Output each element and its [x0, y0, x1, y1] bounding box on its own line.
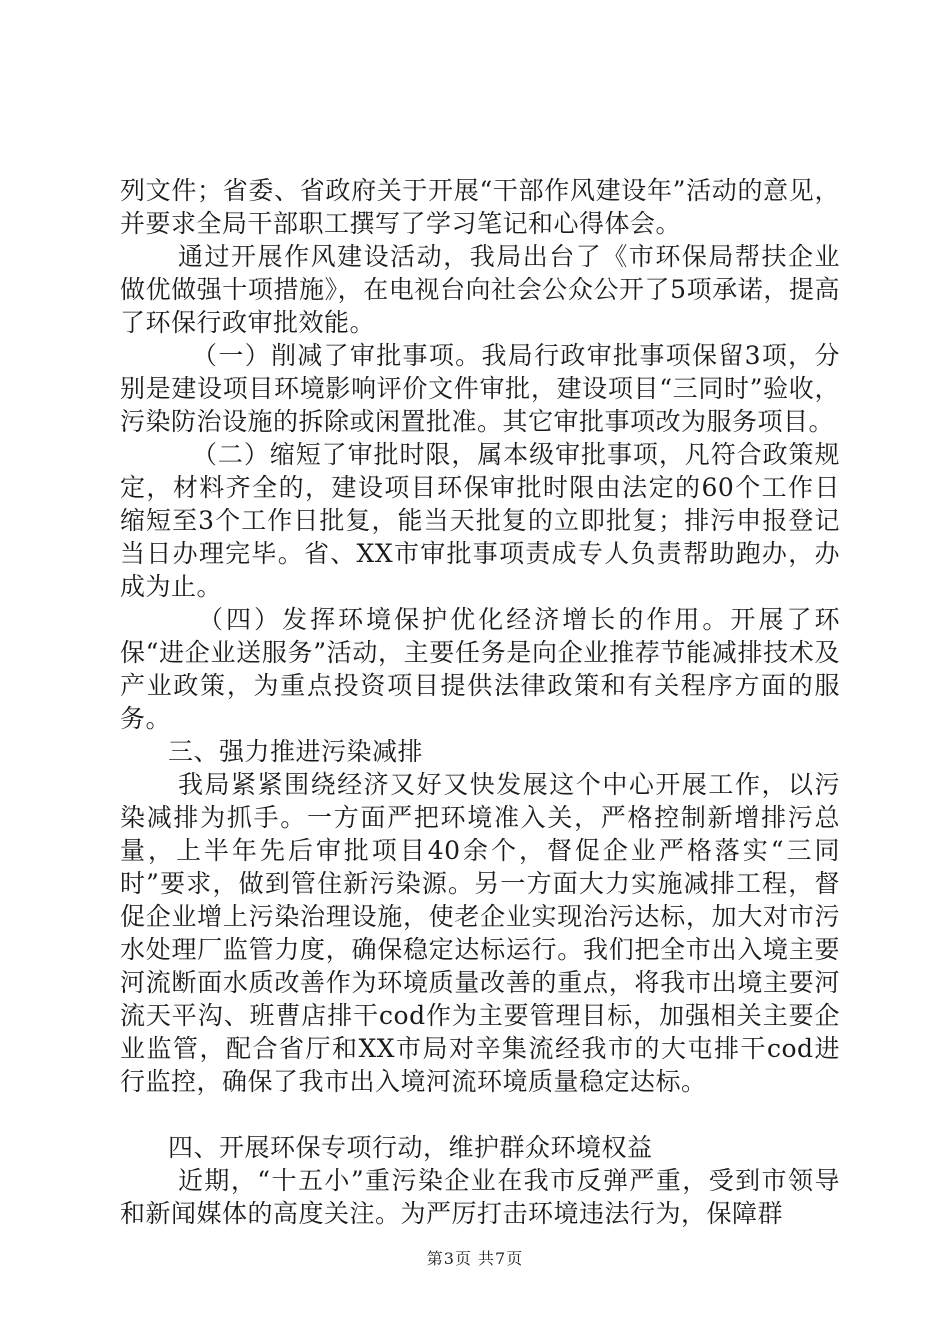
paragraph-style-measures: 通过开展作风建设活动，我局出台了《市环保局帮扶企业做优做强十项措施》，在电视台向社会公众公开了5项承诺，提高了环保行政审批效能。	[120, 242, 840, 337]
section-heading-three: 三、强力推进污染减排	[168, 737, 424, 766]
document-body	[120, 174, 840, 1230]
section-heading-four: 四、开展环保专项行动，维护群众环境权益	[168, 1133, 653, 1162]
paragraph-item-one: （一）削减了审批事项。我局行政审批事项保留3项，分别是建设项目环境影响评价文件审批，建设项目“三同时”验收，污染防治设施的拆除或闲置批准。其它审批事项改为服务项目。	[120, 341, 840, 436]
paragraph-emission-reduction: 我局紧紧围绕经济又好又快发展这个中心开展工作，以污染减排为抓手。一方面严把环境准入关，严格控制新增排污总量，上半年先后审批项目40余个，督促企业严格落实“三同时”要求，做到管住新污染源。另一方面大力实施减排工程，督促企业增上污染治理设施，使老企业实现治污达标，加大对市污水处理厂监管力度，确保稳定达标运行。我们把全市出入境主要河流断面水质改善作为环境质量改善的重点，将我市出境主要河流天平沟、班曹店排干cod作为主要管理目标，加强相关主要企业监管，配合省厅和XX市局对辛集流经我市的大屯排干cod进行监控，确保了我市出入境河流环境质量稳定达标。	[120, 770, 840, 1096]
paragraph-special-action: 近期，“十五小”重污染企业在我市反弹严重，受到市领导和新闻媒体的高度关注。为严厉打击环境违法行为，保障群	[120, 1166, 840, 1228]
paragraph-item-four: （四）发挥环境保护优化经济增长的作用。开展了环保“进企业送服务”活动，主要任务是向企业推荐节能减排技术及产业政策，为重点投资项目提供法律政策和有关程序方面的服务。	[120, 605, 840, 733]
page-footer: 第3页 共7页	[426, 1249, 524, 1268]
paragraph-continuation: 列文件；省委、省政府关于开展“干部作风建设年”活动的意见，并要求全局干部职工撰写了学习笔记和心得体会。	[120, 176, 840, 238]
paragraph-item-two: （二）缩短了审批时限，属本级审批事项，凡符合政策规定，材料齐全的，建设项目环保审批时限由法定的60个工作日缩短至3个工作日批复，能当天批复的立即批复；排污申报登记当日办理完毕。省、XX市审批事项责成专人负责帮助跑办，办成为止。	[120, 440, 840, 601]
